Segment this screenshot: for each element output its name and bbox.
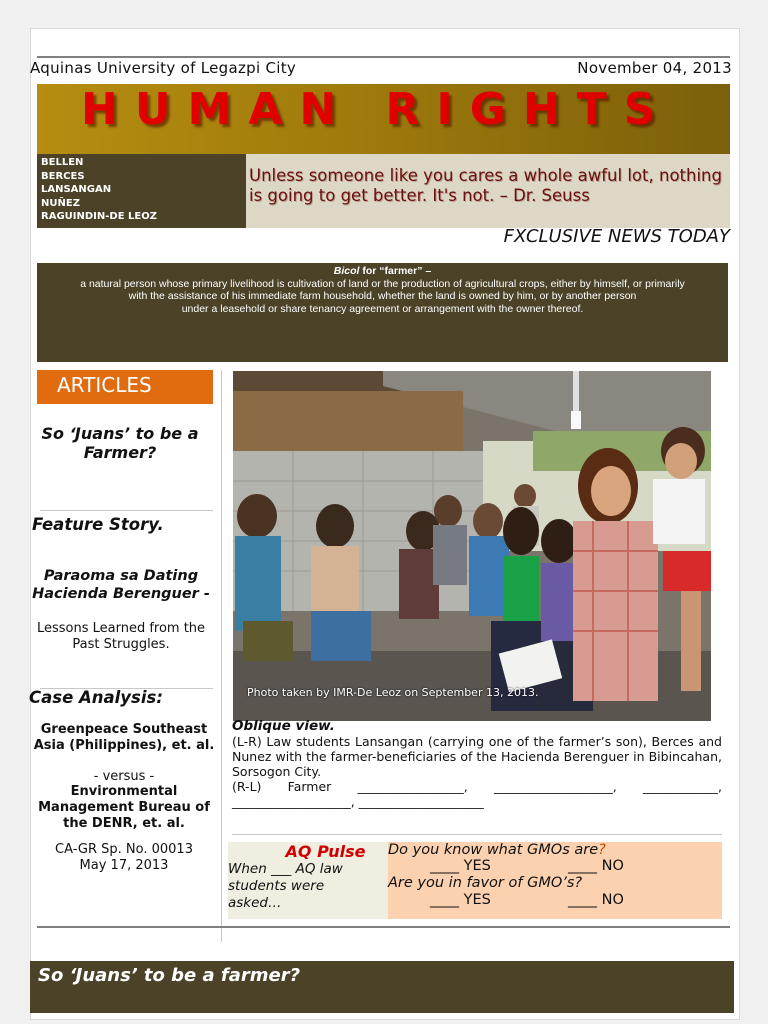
- definition-line: under a leasehold or share tenancy agreement or arrangement with the owner thereof.: [181, 302, 584, 315]
- authors-panel: [37, 154, 246, 228]
- title-banner: [37, 84, 730, 154]
- gmo-question-1: Do you know what GMOs are: [388, 842, 599, 858]
- exclusive-tagline: FXCLUSIVE NEWS TODAY: [503, 226, 730, 247]
- pulse-rule: [232, 834, 722, 835]
- seuss-quote: Unless someone like you cares a whole awful lot, nothing is going to get better. It's not. – Dr. Seuss: [249, 166, 722, 205]
- author-name: BELLEN: [41, 157, 84, 168]
- farmers-photo: [233, 371, 711, 721]
- author-name: BERCES: [41, 170, 85, 182]
- definition-panel: [37, 263, 728, 362]
- sidebar-divider: [40, 510, 213, 511]
- case-party-1: Greenpeace Southeast Asia (Philippines), et. al.: [33, 722, 215, 753]
- newsletter-title: HUMAN RIGHTS: [81, 84, 673, 135]
- feature-subtitle: Lessons Learned from the Past Struggles.: [36, 621, 206, 652]
- definition-line: a natural person whose primary livelihood is cultivation of land or the production of agricultural crops, either by himself, or primarily: [80, 277, 685, 290]
- oblique-title: Oblique view.: [232, 718, 335, 734]
- photo-caption: Photo taken by IMR-De Leoz on September 13, 2013.: [247, 686, 539, 699]
- university-name: Aquinas University of Legazpi City: [30, 59, 297, 77]
- bottom-article-title[interactable]: So ‘Juans’ to be a farmer?: [38, 965, 301, 986]
- oblique-line-2: (R-L) Farmer _________________, ___________________, ____________, ___________________, ____________________: [232, 779, 722, 809]
- feature-heading: Feature Story.: [32, 515, 164, 534]
- gmo-q1-yes[interactable]: ____ YES: [430, 858, 491, 874]
- article-link-juans[interactable]: So ‘Juans’ to be a Farmer?: [41, 424, 199, 462]
- case-date: May 17, 2013: [79, 858, 169, 873]
- photo-illustration: [233, 371, 711, 721]
- gmo-question-1-mark: ?: [598, 842, 606, 858]
- oblique-line-1: (L-R) Law students Lansangan (carrying one of the farmer’s son), Berces and Nunez with the farmer-beneficiaries of the Hacienda Berenguer in Bibincahan, Sorsogon City.: [232, 734, 722, 779]
- gmo-q2-yes[interactable]: ____ YES: [430, 892, 491, 908]
- quote-panel: [246, 154, 730, 228]
- author-name: LANSANGAN: [41, 184, 112, 196]
- definition-line: with the assistance of his immediate farm household, whether the land is owned by him, or by another person: [128, 290, 637, 302]
- aq-pulse-panel: [228, 842, 388, 919]
- case-heading: Case Analysis:: [29, 688, 163, 707]
- articles-tab: ARTICLES: [37, 370, 213, 404]
- gmo-q2-no[interactable]: ____ NO: [568, 892, 624, 908]
- gmo-q1-no[interactable]: ____ NO: [568, 858, 624, 874]
- author-name: RAGUINDIN-DE LEOZ: [41, 211, 157, 223]
- bottom-banner: [30, 961, 734, 1013]
- aq-pulse-prompt: When ___ AQ law students were asked…: [228, 861, 343, 911]
- case-number: CA-GR Sp. No. 00013: [55, 842, 193, 857]
- ghost-masthead: PARAOMA: [272, 233, 461, 257]
- gmo-question-2: Are you in favor of GMO’s?: [388, 875, 583, 891]
- aq-pulse-title: AQ Pulse: [285, 842, 366, 861]
- gmo-survey-panel: [388, 842, 722, 919]
- top-rule: [37, 56, 730, 58]
- feature-title[interactable]: Paraoma sa Dating Hacienda Berenguer -: [32, 568, 210, 602]
- issue-date: November 04, 2013: [577, 59, 732, 77]
- definition-term: Bicol: [333, 265, 360, 277]
- bottom-rule: [37, 926, 730, 928]
- column-divider: [221, 370, 222, 942]
- author-name: NUÑEZ: [41, 197, 80, 209]
- definition-term-suffix: for “farmer” –: [359, 265, 432, 277]
- case-party-2: Environmental Management Bureau of the DENR, et. al.: [38, 784, 210, 831]
- oblique-caption: [232, 719, 722, 809]
- case-versus: - versus -: [93, 769, 155, 784]
